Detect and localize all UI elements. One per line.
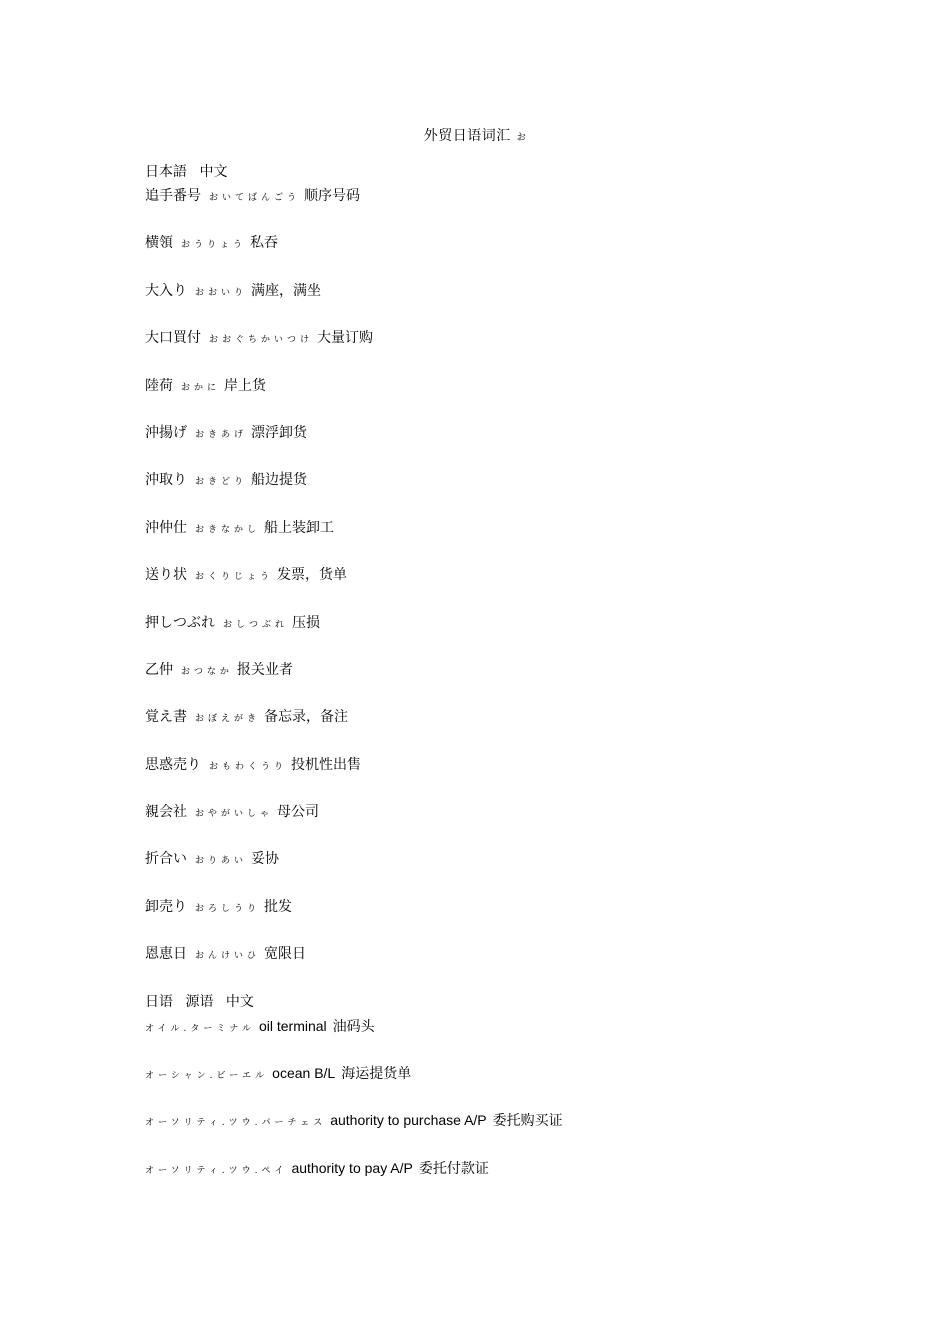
entry-reading: おりあい xyxy=(195,856,248,867)
entry-reading: おきなかし xyxy=(195,524,261,535)
entry-term: 押しつぶれ xyxy=(145,614,215,631)
loanword-meaning: 委托付款证 xyxy=(418,1160,489,1177)
entry-term: 親会社 xyxy=(145,804,187,821)
entry-reading: おろしうり xyxy=(195,903,261,914)
entry-meaning: 批发 xyxy=(264,898,293,915)
column-header xyxy=(145,160,905,184)
entry-reading: おつなか xyxy=(181,666,233,677)
entry-meaning: 私吞 xyxy=(250,235,279,252)
entry-meaning: 压损 xyxy=(292,614,321,631)
entry-meaning: 宽限日 xyxy=(264,946,307,963)
entry-term: 追手番号 xyxy=(145,188,201,204)
loanword-entry xyxy=(145,1061,905,1108)
vocab-entry xyxy=(145,516,905,563)
loanword-katakana: オーソリティ.ツウ.パーチェス xyxy=(145,1118,327,1129)
entry-term: 送り状 xyxy=(145,567,187,584)
entry-term: 折合い xyxy=(145,851,187,868)
header2-source: 源语 xyxy=(185,993,214,1010)
vocab-entry xyxy=(145,231,905,278)
entry-term: 大口買付 xyxy=(145,330,201,347)
entry-meaning: 船上装卸工 xyxy=(264,519,335,536)
entry-meaning: 报关业者 xyxy=(236,661,293,678)
entry-term: 思惑売り xyxy=(145,756,201,773)
header2-chinese: 中文 xyxy=(225,993,254,1010)
entry-meaning: 漂浮卸货 xyxy=(251,424,308,441)
loanword-entry xyxy=(145,1108,905,1155)
entry-meaning: 满座，满坐 xyxy=(251,282,322,299)
entry-meaning: 大量订购 xyxy=(317,330,374,347)
entry-term: 恩恵日 xyxy=(145,946,187,963)
entry-reading: おうりょう xyxy=(181,240,247,251)
entry-reading: おきあげ xyxy=(195,429,248,440)
loanword-entry xyxy=(145,1014,905,1061)
entry-meaning: 船边提货 xyxy=(251,472,308,489)
entry-term: 沖取り xyxy=(145,472,187,489)
entry-reading: おやがいしゃ xyxy=(195,809,274,820)
loanword-katakana: オイル.ターミナル xyxy=(145,1023,255,1034)
entry-reading: おおぐちかいつけ xyxy=(209,335,314,346)
vocab-entry xyxy=(145,942,905,989)
loanword-katakana: オーシャン.ビーエル xyxy=(145,1071,269,1082)
entry-term: 沖揚げ xyxy=(145,424,187,441)
entry-term: 乙仲 xyxy=(145,661,173,678)
entry-meaning: 备忘录，备注 xyxy=(264,709,349,726)
entry-reading: おしつぶれ xyxy=(223,619,289,630)
entry-meaning: 岸上货 xyxy=(224,377,267,394)
vocab-entry xyxy=(145,279,905,326)
entry-term: 大入り xyxy=(145,282,187,299)
loanword-source: ocean B/L xyxy=(272,1065,336,1082)
vocab-entry xyxy=(145,374,905,421)
loanword-meaning: 海运提货单 xyxy=(341,1066,412,1083)
entry-term: 卸売り xyxy=(145,898,187,915)
vocabulary-list xyxy=(145,160,905,1203)
vocab-entry xyxy=(145,421,905,468)
entry-term: 覚え書 xyxy=(145,709,187,726)
vocab-entry xyxy=(145,753,905,800)
loanword-entry xyxy=(145,1156,905,1203)
entry-reading: おんけいひ xyxy=(195,951,261,962)
entry-reading: おおいり xyxy=(195,287,248,298)
entries-list xyxy=(145,184,905,990)
vocab-entry xyxy=(145,800,905,847)
document-title xyxy=(0,125,950,145)
loanword-source: authority to pay A/P xyxy=(291,1159,413,1176)
vocab-entry xyxy=(145,705,905,752)
vocab-entry xyxy=(145,658,905,705)
entry-meaning: 发票，货单 xyxy=(277,567,348,584)
entry-meaning: 顺序号码 xyxy=(304,188,361,204)
loanwords-list xyxy=(145,1014,905,1204)
entry-term: 沖仲仕 xyxy=(145,519,187,536)
vocab-entry xyxy=(145,847,905,894)
vocab-entry xyxy=(145,326,905,373)
title-text: 外贸日语词汇 xyxy=(423,128,511,144)
loanword-meaning: 委托购买证 xyxy=(492,1113,563,1130)
title-kana: お xyxy=(516,133,527,143)
vocab-entry xyxy=(145,895,905,942)
header2-japanese: 日语 xyxy=(145,993,173,1010)
loanword-katakana: オーソリティ.ツウ.ペイ xyxy=(145,1165,288,1176)
entry-reading: おいてばんごう xyxy=(209,193,301,203)
loanword-source: authority to purchase A/P xyxy=(330,1112,487,1129)
entry-meaning: 投机性出售 xyxy=(291,756,362,773)
vocab-entry xyxy=(145,468,905,515)
vocab-entry xyxy=(145,184,905,231)
entry-reading: おきどり xyxy=(195,477,248,488)
entry-meaning: 妥协 xyxy=(251,851,280,868)
entry-meaning: 母公司 xyxy=(277,804,320,821)
entry-reading: おもわくうり xyxy=(209,761,288,772)
header-chinese: 中文 xyxy=(199,164,228,180)
header-japanese: 日本語 xyxy=(145,164,187,180)
entry-term: 陸荷 xyxy=(145,377,173,394)
entry-reading: おぼえがき xyxy=(195,714,261,725)
loanword-source: oil terminal xyxy=(258,1017,327,1034)
entry-reading: おくりじょう xyxy=(195,572,274,583)
vocab-entry xyxy=(145,611,905,658)
entry-reading: おかに xyxy=(181,382,221,393)
entry-term: 横領 xyxy=(145,235,173,252)
loanword-header xyxy=(145,990,905,1014)
loanword-meaning: 油码头 xyxy=(332,1018,375,1035)
vocab-entry xyxy=(145,563,905,610)
